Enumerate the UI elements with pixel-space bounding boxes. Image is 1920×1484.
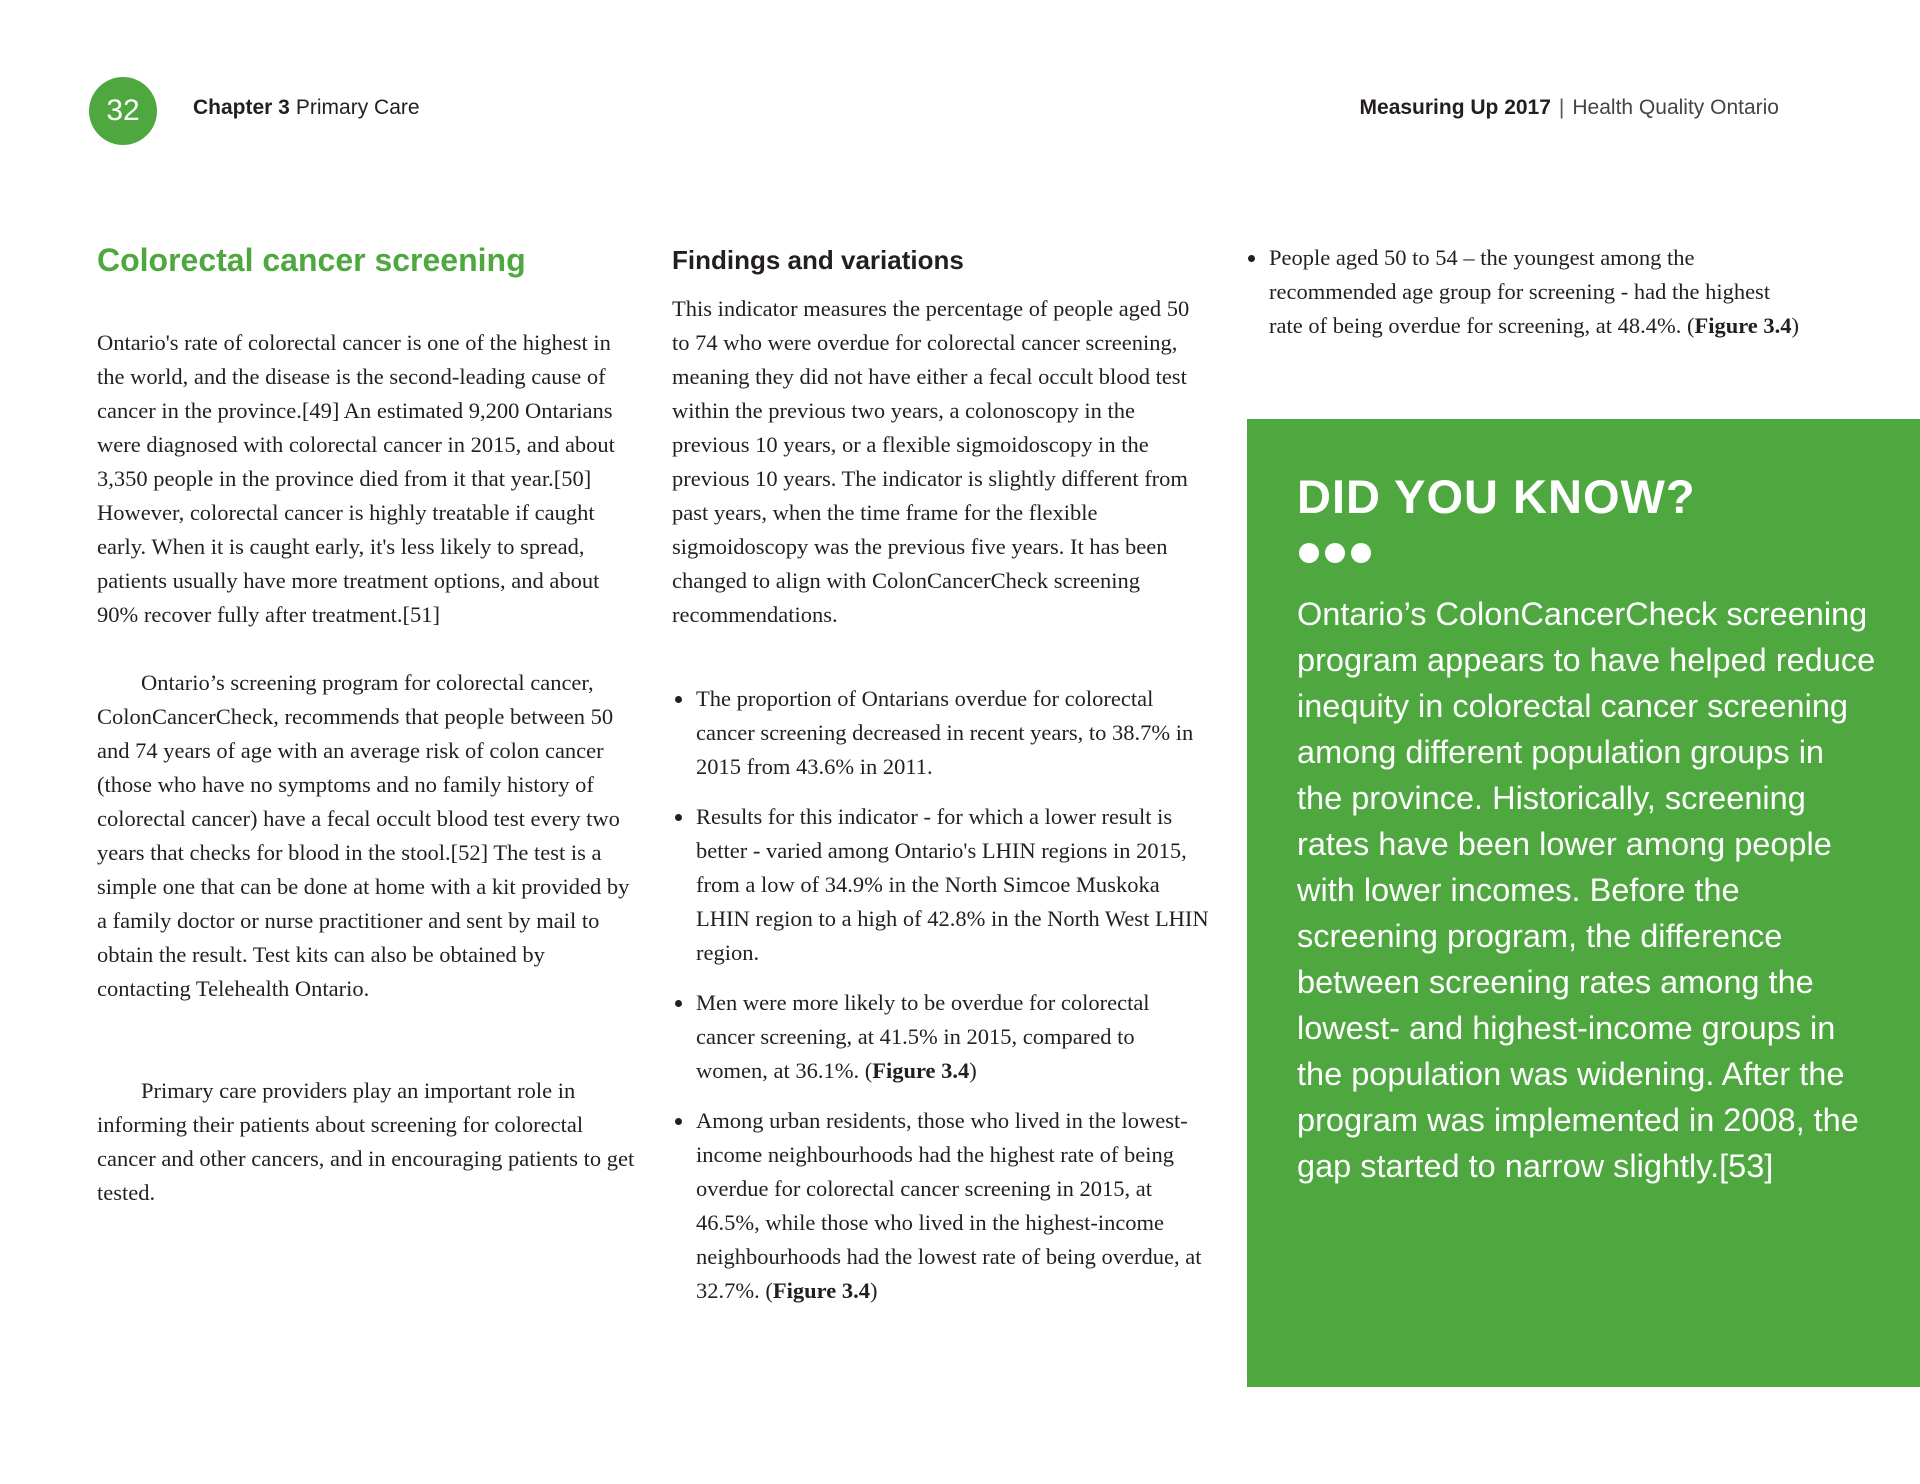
header-separator: | <box>1558 96 1565 119</box>
figure-reference: Figure 3.4 <box>772 1278 870 1303</box>
chapter-name: Primary Care <box>295 96 420 119</box>
figure-reference: Figure 3.4 <box>1694 313 1792 338</box>
paragraph: Ontario's rate of colorectal cancer is one of the highest in the world, and the disease is the second-leading cause of cancer in the province.[49] An estimated 9,200 Ontarians were diagnosed with colorectal cancer in 2015, and about 3,350 people in the province died from it that year.[50] However, colorectal cancer is highly treatable if caught early. When it is caught early, it's less likely to spread, patients usually have more treatment options, and about 90% recover fully after treatment.[51] <box>97 330 615 627</box>
organization-name: Health Quality Ontario <box>1572 96 1779 119</box>
list-item: Men were more likely to be overdue for colorectal cancer screening, at 41.5% in 2015, compared to women, at 36.1%. (Figure 3.4) <box>672 986 1212 1088</box>
dot <box>1325 543 1345 563</box>
section-heading-findings: Findings and variations <box>672 245 964 275</box>
chapter-number: Chapter 3 <box>193 96 290 119</box>
intro-paragraph: This indicator measures the percentage of people aged 50 to 74 who were overdue for colorectal cancer screening, meaning they did not have either a fecal occult blood test within the previous two years, a colonoscopy in the previous 10 years, or a flexible sigmoidoscopy in the previous 10 years. The indicator is slightly different from past years, when the time frame for the flexible sigmoidoscopy was the previous five years. It has been changed to align with ColonCancerCheck screening recommendations. <box>672 296 1190 627</box>
did-you-know-callout <box>1247 419 1920 1387</box>
publication-title: Measuring Up 2017 <box>1359 96 1551 119</box>
page-number-badge: 32 <box>89 77 157 145</box>
list-item: Results for this indicator - for which a lower result is better - varied among Ontario's LHIN regions in 2015, from a low of 34.9% in the North Simcoe Muskoka LHIN region to a high of 42.8% in the North West LHIN region. <box>672 800 1212 970</box>
list-item: People aged 50 to 54 – the youngest among the recommended age group for screening - had the highest rate of being overdue for screening, at 48.4%. (Figure 3.4) <box>1245 241 1805 343</box>
dot <box>1299 543 1319 563</box>
paragraph: Primary care providers play an important role in informing their patients about screening for colorectal cancer and other cancers, and in encouraging patients to get tested. <box>97 1078 635 1205</box>
chapter-label <box>193 96 420 120</box>
dot <box>1351 543 1371 563</box>
paragraph: Ontario’s screening program for colorectal cancer, ColonCancerCheck, recommends that people between 50 and 74 years of age with an average risk of colon cancer (those who have no symptoms and no family history of colorectal cancer) have a fecal occult blood test every two years that checks for blood in the stool.[52] The test is a simple one that can be done at home with a kit provided by a family doctor or nurse practitioner and sent by mail to obtain the result. Test kits can also be obtained by contacting Telehealth Ontario. <box>97 670 630 1001</box>
callout-body: Ontario’s ColonCancerCheck screening program appears to have helped reduce inequity in colorectal cancer screening among different population groups in the province. Historically, screening rates have been lower among people with lower incomes. Before the screening program, the difference between screening rates among the lowest- and highest-income groups in the population was widening. After the program was implemented in 2008, the gap started to narrow slightly.[53] <box>1297 596 1876 1184</box>
page-header <box>0 0 1920 160</box>
list-item: Among urban residents, those who lived in the lowest-income neighbourhoods had the highest rate of being overdue for colorectal cancer screening in 2015, at 46.5%, while those who lived in the highest-income neighbourhoods had the lowest rate of being overdue, at 32.7%. (Figure 3.4) <box>672 1104 1212 1308</box>
callout-title: DID YOU KNOW? <box>1297 470 1696 523</box>
list-item: The proportion of Ontarians overdue for colorectal cancer screening decreased in recent years, to 38.7% in 2015 from 43.6% in 2011. <box>672 682 1212 784</box>
findings-list <box>672 682 1212 1324</box>
figure-reference: Figure 3.4 <box>872 1058 970 1083</box>
publication-label <box>1360 96 1779 120</box>
dots-icon <box>1299 543 1371 563</box>
section-heading-colorectal: Colorectal cancer screening <box>97 242 526 278</box>
findings-list-continued <box>1245 241 1805 359</box>
